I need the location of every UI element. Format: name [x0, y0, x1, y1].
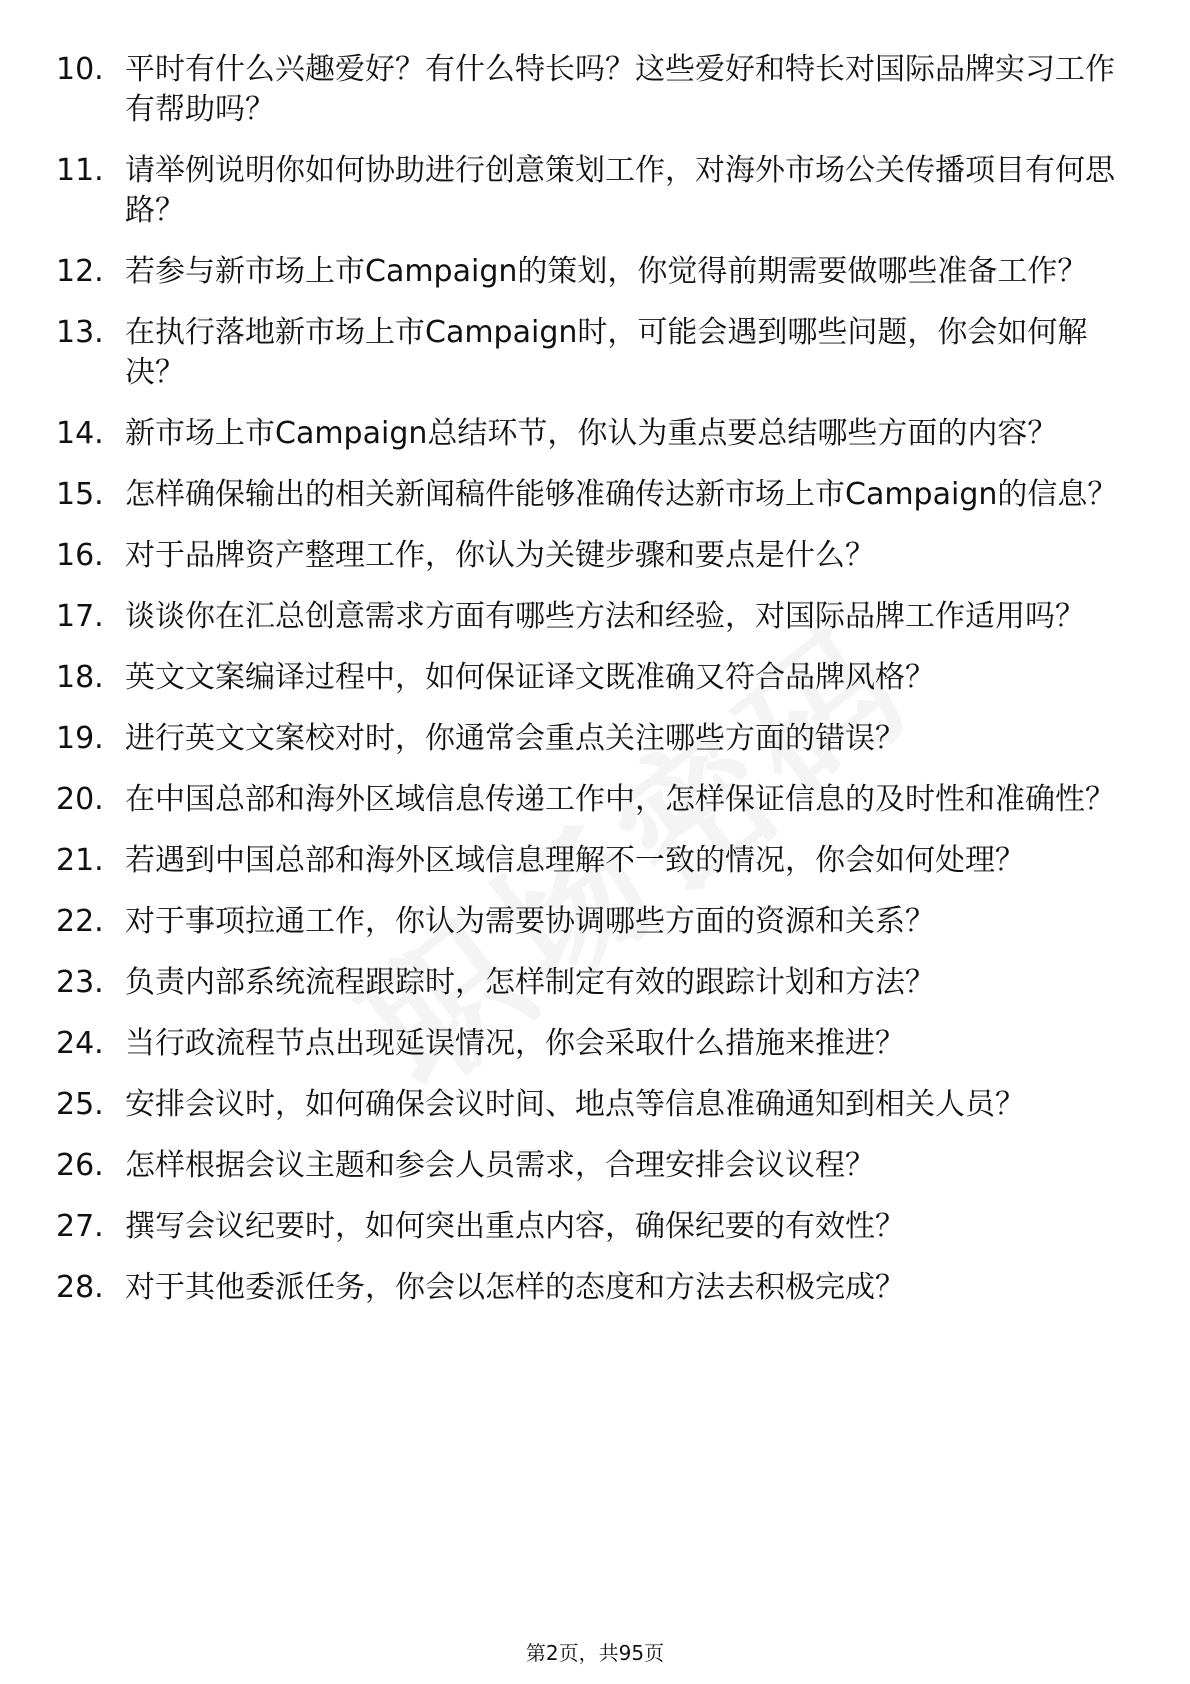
question-number: 18. — [56, 660, 104, 695]
question-text: 在中国总部和海外区域信息传递工作中，怎样保证信息的及时性和准确性？ — [125, 782, 1115, 817]
question-item — [56, 902, 1136, 942]
question-item — [56, 1268, 1136, 1308]
question-item — [56, 1085, 1136, 1125]
question-item — [56, 1146, 1136, 1186]
question-text: 怎样根据会议主题和参会人员需求，合理安排会议议程？ — [125, 1148, 875, 1183]
page-footer: 第2页，共95页 — [525, 1641, 665, 1665]
question-text: 负责内部系统流程跟踪时，怎样制定有效的跟踪计划和方法？ — [125, 965, 935, 1000]
question-number: 24. — [56, 1026, 104, 1061]
question-item — [56, 658, 1136, 698]
question-number: 17. — [56, 599, 104, 634]
question-text: 撰写会议纪要时，如何突出重点内容，确保纪要的有效性？ — [125, 1209, 905, 1244]
question-item — [56, 1207, 1136, 1247]
question-text: 进行英文文案校对时，你通常会重点关注哪些方面的错误？ — [125, 721, 905, 756]
question-item — [56, 414, 1136, 454]
question-text: 平时有什么兴趣爱好？有什么特长吗？这些爱好和特长对国际品牌实习工作有帮助吗？ — [125, 52, 1115, 127]
question-number: 23. — [56, 965, 104, 1000]
question-number: 13. — [56, 315, 104, 350]
question-item — [56, 1024, 1136, 1064]
question-item — [56, 963, 1136, 1003]
question-number: 26. — [56, 1148, 104, 1183]
question-text: 对于事项拉通工作，你认为需要协调哪些方面的资源和关系？ — [125, 904, 935, 939]
question-text: 谈谈你在汇总创意需求方面有哪些方法和经验，对国际品牌工作适用吗？ — [125, 599, 1085, 634]
question-number: 25. — [56, 1087, 104, 1122]
question-item — [56, 50, 1136, 130]
question-text: 怎样确保输出的相关新闻稿件能够准确传达新市场上市Campaign的信息？ — [125, 477, 1118, 512]
question-number: 14. — [56, 416, 104, 451]
question-number: 12. — [56, 254, 104, 289]
question-number: 15. — [56, 477, 104, 512]
question-text: 安排会议时，如何确保会议时间、地点等信息准确通知到相关人员？ — [125, 1087, 1025, 1122]
question-text: 对于品牌资产整理工作，你认为关键步骤和要点是什么？ — [125, 538, 875, 573]
question-text: 若遇到中国总部和海外区域信息理解不一致的情况，你会如何处理？ — [125, 843, 1025, 878]
question-number: 10. — [56, 52, 104, 87]
question-item — [56, 252, 1136, 292]
question-number: 19. — [56, 721, 104, 756]
question-text: 当行政流程节点出现延误情况，你会采取什么措施来推进？ — [125, 1026, 905, 1061]
question-item — [56, 597, 1136, 637]
question-item — [56, 313, 1136, 393]
question-list — [56, 50, 1136, 1329]
question-text: 新市场上市Campaign总结环节，你认为重点要总结哪些方面的内容？ — [125, 416, 1058, 451]
question-item — [56, 780, 1136, 820]
question-number: 22. — [56, 904, 104, 939]
question-text: 若参与新市场上市Campaign的策划，你觉得前期需要做哪些准备工作？ — [125, 254, 1088, 289]
question-item — [56, 475, 1136, 515]
question-item — [56, 151, 1136, 231]
question-item — [56, 536, 1136, 576]
question-number: 27. — [56, 1209, 104, 1244]
question-number: 21. — [56, 843, 104, 878]
question-number: 28. — [56, 1270, 104, 1305]
question-text: 在执行落地新市场上市Campaign时，可能会遇到哪些问题，你会如何解决？ — [125, 315, 1088, 390]
question-number: 20. — [56, 782, 104, 817]
question-text: 请举例说明你如何协助进行创意策划工作，对海外市场公关传播项目有何思路？ — [125, 153, 1115, 228]
question-text: 对于其他委派任务，你会以怎样的态度和方法去积极完成？ — [125, 1270, 905, 1305]
question-item — [56, 841, 1136, 881]
question-number: 11. — [56, 153, 104, 188]
question-number: 16. — [56, 538, 104, 573]
question-item — [56, 719, 1136, 759]
question-text: 英文文案编译过程中，如何保证译文既准确又符合品牌风格？ — [125, 660, 935, 695]
